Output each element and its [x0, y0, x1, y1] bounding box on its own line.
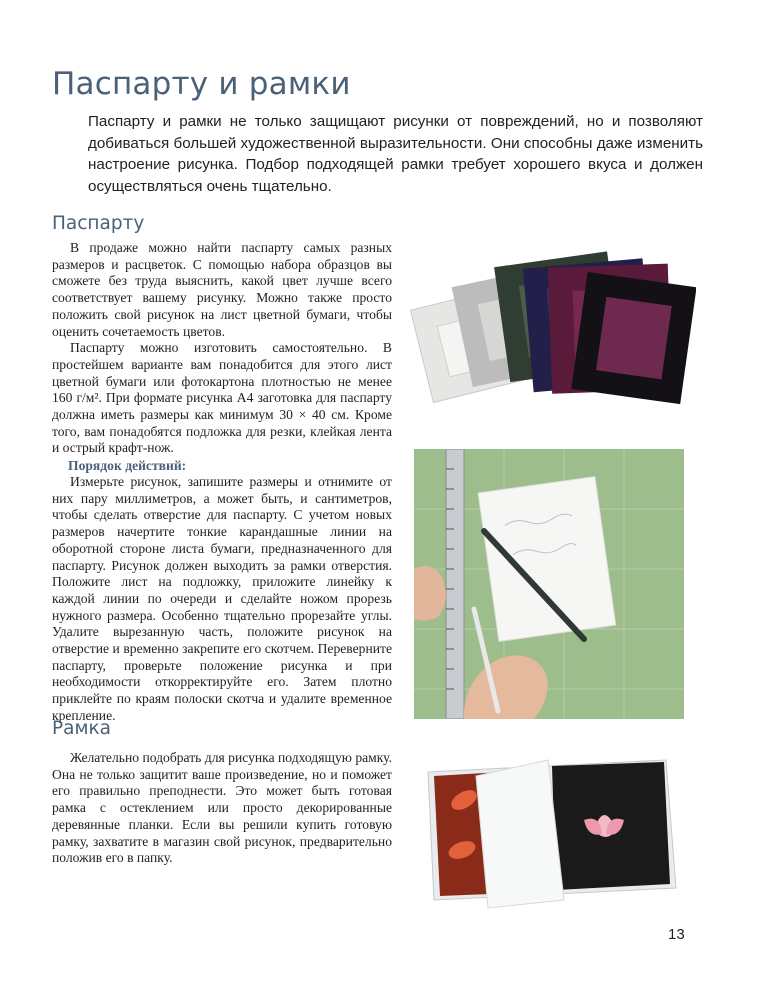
section-heading-passepartout: Паспарту: [52, 213, 145, 234]
section-heading-frame: Рамка: [52, 718, 111, 739]
folder-illustration: [414, 750, 684, 916]
steps-heading: Порядок действий:: [68, 458, 187, 473]
passepartout-paragraph-2: Паспарту можно изготовить самостоятельно. В простейшем варианте вам понадобится для этого лист цветной бумаги или фотокартона плотностью не менее 160 г/м². При формате рисунка А4 заготовка для паспарту должна иметь размеры как минимум 30 × 40 см. Кроме того, вам понадобятся подложка для резки, клейкая лента и острый крафт-нож.: [52, 340, 392, 456]
steps-paragraph: Измерьте рисунок, запишите размеры и отнимите от них пару миллиметров, а может быть, и сантиметров, чтобы сделать отверстие для паспарту. С учетом новых размеров начертите тонкие карандашные линии на оборотной стороне листа бумаги, предназначенного для паспарту. Рисунок должен выходить за рамки отверстия. Положите лист на подложку, приложите линейку к каждой линии по очереди и сделайте ножом прорезь нужного размера. Особенно тщательно прорезайте углы. Удалите вырезанную часть, положите рисунок на отверстие и временно закрепите его скотчем. Переверните паспарту, проверьте положение рисунка и при необходимости откорректируйте его. Затем плотно приклейте по краям полоски скотча и удалите временное крепление.: [52, 474, 392, 723]
mats-photo: [410, 240, 696, 418]
steps-text: [52, 474, 392, 725]
page-title: Паспарту и рамки: [52, 66, 351, 102]
page-number: 13: [668, 926, 685, 943]
lead-paragraph: Паспарту и рамки не только защищают рисунки от повреждений, но и позволяют добиваться большей художественной выразительности. Они способны даже изменить настроение рисунка. Подбор подходящей рамки требует хорошего вкуса и должен осуществляться очень тщательно.: [88, 113, 703, 195]
frame-text: [52, 750, 392, 867]
mats-illustration: [410, 240, 696, 418]
cutting-photo: [414, 449, 684, 719]
folder-photo: [414, 750, 684, 916]
passepartout-text: [52, 240, 392, 457]
frame-paragraph: Желательно подобрать для рисунка подходящую рамку. Она не только защитит ваше произведение, но и поможет его правильно преподнести. Это может быть готовая рамка с остеклением или просто декорированные деревянные планки. Если вы решили купить готовую рамку, захватите в магазин свой рисунок, предварительно положив его в папку.: [52, 750, 392, 866]
passepartout-paragraph-1: В продаже можно найти паспарту самых разных размеров и расцветок. С помощью набора образцов вы сможете без труда выяснить, какой цвет лучше всего соответствует вашему рисунку. Можно также просто положить свой рисунок на лист цветной бумаги, чтобы оценить сочетаемость цветов.: [52, 240, 392, 339]
cutting-illustration: [414, 449, 684, 719]
